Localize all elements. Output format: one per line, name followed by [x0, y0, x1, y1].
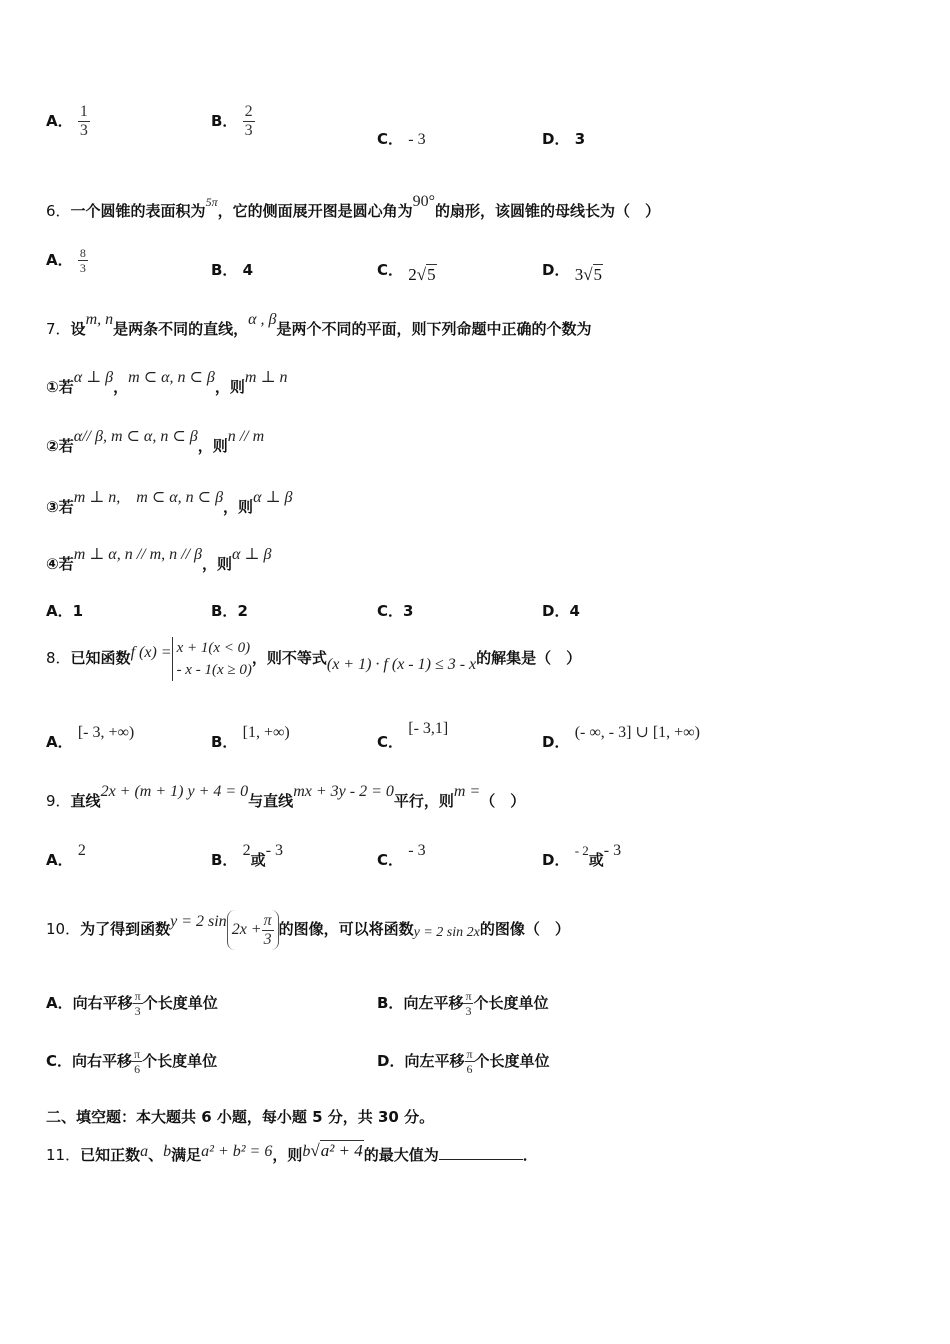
- option-label: D．: [542, 733, 570, 751]
- q5-b-fraction: [243, 103, 255, 140]
- option-label: D．: [542, 602, 570, 620]
- math-expr: n // m: [227, 428, 265, 445]
- math-expr: α ⊥ β: [253, 489, 293, 506]
- question-number: 7．: [46, 320, 71, 338]
- q6-option-d: [542, 259, 603, 284]
- math-expr: (x + 1) · f (x - 1) ≤ 3 - x: [326, 656, 477, 673]
- option-value: [- 3, +∞): [77, 724, 135, 741]
- option-value: [- 3,1]: [408, 720, 449, 737]
- question-text: ，它的侧面展开图是圆心角为: [217, 202, 413, 220]
- q9-option-c: [377, 842, 426, 870]
- prop-then: ，则: [197, 437, 228, 455]
- math-expr: m ⊥ n, m ⊂ α, n ⊂ β: [73, 489, 224, 506]
- q10-option-d: [377, 1047, 550, 1076]
- option-value: 2: [77, 842, 86, 859]
- q7-proposition-3: [46, 489, 293, 517]
- math-expr: α// β, m ⊂ α, n ⊂ β: [73, 428, 198, 445]
- q7-option-b: [211, 600, 248, 621]
- numerator: π: [263, 911, 272, 929]
- option-value: (- ∞, - 3] ∪ [1, +∞): [574, 724, 700, 741]
- math-expr: 5π: [205, 195, 218, 209]
- math-expr: α ⊥ β: [232, 546, 272, 563]
- question-9: [46, 783, 526, 811]
- option-label: B．: [211, 112, 238, 130]
- math-expr: α , β: [248, 311, 277, 328]
- q9-option-a: [46, 842, 86, 870]
- question-text: 与直线: [248, 792, 294, 810]
- option-or: 或: [250, 851, 266, 869]
- q8-option-b: [211, 724, 290, 752]
- q8-option-c: [377, 720, 449, 752]
- option-label: C．: [46, 1052, 73, 1070]
- option-label: B．: [211, 733, 238, 751]
- q6-option-c: [377, 259, 437, 284]
- q7-option-d: [542, 600, 580, 621]
- option-label: A．: [46, 251, 73, 269]
- option-value: - 2: [574, 843, 589, 858]
- question-text: 设: [70, 320, 86, 338]
- prop-then: ，则: [214, 378, 245, 396]
- option-text: 向右平移: [72, 994, 133, 1012]
- question-number: 10．: [46, 920, 81, 938]
- option-value: - 3: [408, 131, 426, 148]
- radicand: a² + 4: [320, 1141, 363, 1160]
- q7-proposition-2: [46, 428, 265, 456]
- option-label: B．: [377, 994, 404, 1012]
- separator: ，: [113, 378, 129, 396]
- q6-option-b: [211, 259, 253, 280]
- option-text: 个长度单位: [474, 1052, 550, 1070]
- question-7: [46, 311, 592, 339]
- math-expr: m =: [453, 783, 481, 800]
- q6-c-sqrt: 2√5: [408, 265, 436, 284]
- option-label: C．: [377, 733, 404, 751]
- question-10: [46, 906, 570, 954]
- q10-option-b: [377, 989, 549, 1018]
- question-text: ．: [522, 1146, 538, 1164]
- question-text: 的图像，可以将函数: [278, 920, 414, 938]
- question-text: 已知正数: [80, 1146, 141, 1164]
- function-argument: [227, 910, 279, 950]
- sqrt-expr: √a² + 4: [310, 1141, 363, 1160]
- math-expr: m ⊥ n: [244, 369, 288, 386]
- option-text: 个长度单位: [142, 1052, 218, 1070]
- option-label: A．: [46, 851, 73, 869]
- shift-fraction: [133, 989, 143, 1018]
- math-expr: f (x) =: [130, 644, 172, 661]
- numerator: 1: [79, 103, 88, 120]
- option-text: 个长度单位: [142, 994, 218, 1012]
- option-value: 3: [403, 602, 414, 620]
- prop-mark: ④若: [46, 555, 74, 573]
- shift-fraction: [464, 1047, 474, 1076]
- question-text: 一个圆锥的表面积为: [70, 202, 206, 220]
- numerator: π: [466, 1047, 473, 1061]
- case-1: x + 1(x < 0): [176, 639, 251, 656]
- coefficient: 3: [574, 265, 584, 284]
- math-expr: b: [302, 1143, 311, 1160]
- option-value: 4: [242, 261, 254, 279]
- question-8: [46, 633, 581, 684]
- option-label: C．: [377, 602, 404, 620]
- math-expr: y = 2 sin 2x: [413, 925, 480, 940]
- option-text: 向左平移: [403, 994, 464, 1012]
- math-expr: a: [140, 1143, 149, 1160]
- math-expr: mx + 3y - 2 = 0: [293, 783, 394, 800]
- prop-mark: ①若: [46, 378, 74, 396]
- question-text: 的解集是（ ）: [476, 649, 582, 667]
- math-expr: 90°: [412, 193, 435, 210]
- option-value: [1, +∞): [242, 724, 290, 741]
- denominator: 6: [134, 1062, 141, 1076]
- option-label: D．: [377, 1052, 405, 1070]
- denominator: 6: [466, 1062, 473, 1076]
- shift-fraction: [132, 1047, 142, 1076]
- option-label: A．: [46, 994, 73, 1012]
- denominator: 3: [263, 930, 272, 948]
- option-label: C．: [377, 261, 404, 279]
- question-number: 6．: [46, 202, 71, 220]
- option-value: 2: [242, 842, 251, 859]
- question-number: 8．: [46, 649, 71, 667]
- q7-proposition-4: [46, 546, 272, 574]
- question-text: 的扇形，该圆锥的母线长为（ ）: [435, 202, 661, 220]
- numerator: 8: [79, 246, 86, 260]
- question-11: [46, 1141, 538, 1165]
- question-text: ，则不等式: [251, 649, 327, 667]
- question-text: 是两条不同的直线，: [113, 320, 249, 338]
- option-value: 2: [237, 602, 248, 620]
- math-expr: 2x +: [231, 921, 262, 938]
- q5-option-b: [211, 103, 255, 140]
- q7-option-c: [377, 600, 413, 621]
- question-text: 直线: [70, 792, 101, 810]
- math-expr: α ⊥ β: [73, 369, 114, 386]
- option-label: D．: [542, 130, 570, 148]
- coefficient: 2: [408, 265, 417, 284]
- q9-option-d: [542, 842, 622, 870]
- section-heading-text: 二、填空题：本大题共 6 小题，每小题 5 分，共 30 分。: [46, 1108, 435, 1126]
- piecewise-cases: [172, 637, 252, 681]
- section-heading: [46, 1106, 434, 1127]
- option-or: 或: [588, 851, 604, 869]
- prop-then: ，则: [223, 498, 254, 516]
- numerator: π: [465, 989, 472, 1003]
- q7-option-a: [46, 600, 83, 621]
- option-label: A．: [46, 602, 73, 620]
- option-label: B．: [211, 851, 238, 869]
- case-2: - x - 1(x ≥ 0): [176, 661, 252, 678]
- question-text: （ ）: [480, 792, 526, 810]
- radicand: 5: [427, 265, 436, 284]
- math-expr: b: [163, 1143, 172, 1160]
- numerator: 2: [244, 103, 253, 120]
- question-text: 、: [148, 1146, 164, 1164]
- question-text: ，则: [272, 1146, 303, 1164]
- q5-option-c: [377, 128, 426, 149]
- option-label: D．: [542, 261, 570, 279]
- question-number: 11．: [46, 1146, 81, 1164]
- q6-option-a: [46, 246, 88, 275]
- q9-option-b: [211, 842, 284, 870]
- q6-d-sqrt: 3√5: [574, 265, 603, 284]
- math-expr: m ⊂ α, n ⊂ β: [128, 369, 215, 386]
- arg-fraction: [262, 912, 274, 949]
- denominator: 3: [79, 261, 86, 275]
- question-6: [46, 193, 661, 221]
- option-label: A．: [46, 733, 73, 751]
- question-text: 为了得到函数: [80, 920, 171, 938]
- option-value: - 3: [408, 842, 426, 859]
- math-expr: y = 2 sin: [170, 913, 227, 930]
- prop-mark: ③若: [46, 498, 74, 516]
- answer-blank[interactable]: [439, 1145, 523, 1160]
- numerator: π: [134, 1047, 141, 1061]
- q7-proposition-1: [46, 369, 288, 397]
- option-label: C．: [377, 130, 404, 148]
- math-expr: m, n: [85, 311, 114, 328]
- question-text: 平行，则: [393, 792, 454, 810]
- option-value: - 3: [603, 842, 622, 859]
- option-label: B．: [211, 602, 238, 620]
- q5-option-d: [542, 128, 585, 149]
- question-text: 的最大值为: [363, 1146, 439, 1164]
- option-value: 4: [569, 602, 580, 620]
- option-value: 1: [72, 602, 84, 620]
- option-text: 个长度单位: [473, 994, 549, 1012]
- option-value: - 3: [265, 842, 284, 859]
- shift-fraction: [463, 989, 473, 1018]
- math-expr: a² + b² = 6: [201, 1143, 273, 1160]
- option-label: D．: [542, 851, 570, 869]
- q10-option-a: [46, 989, 218, 1018]
- q5-a-fraction: [78, 103, 90, 140]
- math-expr: m ⊥ α, n // m, n // β: [73, 546, 203, 563]
- q8-option-a: [46, 724, 135, 752]
- q8-option-d: [542, 724, 700, 752]
- option-value: 3: [574, 130, 586, 148]
- question-text: 已知函数: [70, 649, 131, 667]
- q6-a-fraction: [78, 246, 88, 275]
- math-expr: 2x + (m + 1) y + 4 = 0: [100, 783, 249, 800]
- prop-mark: ②若: [46, 437, 74, 455]
- option-text: 向右平移: [72, 1052, 133, 1070]
- q5-option-a: [46, 103, 90, 140]
- question-number: 9．: [46, 792, 71, 810]
- option-label: B．: [211, 261, 238, 279]
- denominator: 3: [244, 122, 253, 139]
- question-text: 满足: [171, 1146, 202, 1164]
- option-label: C．: [377, 851, 404, 869]
- option-label: A．: [46, 112, 73, 130]
- numerator: π: [134, 989, 141, 1003]
- question-text: 是两个不同的平面，则下列命题中正确的个数为: [276, 320, 592, 338]
- option-text: 向左平移: [404, 1052, 465, 1070]
- denominator: 3: [79, 122, 88, 139]
- denominator: 3: [134, 1004, 141, 1018]
- denominator: 3: [465, 1004, 472, 1018]
- q10-option-c: [46, 1047, 217, 1076]
- question-text: 的图像（ ）: [479, 920, 570, 938]
- prop-then: ，则: [202, 555, 233, 573]
- radicand: 5: [593, 265, 603, 284]
